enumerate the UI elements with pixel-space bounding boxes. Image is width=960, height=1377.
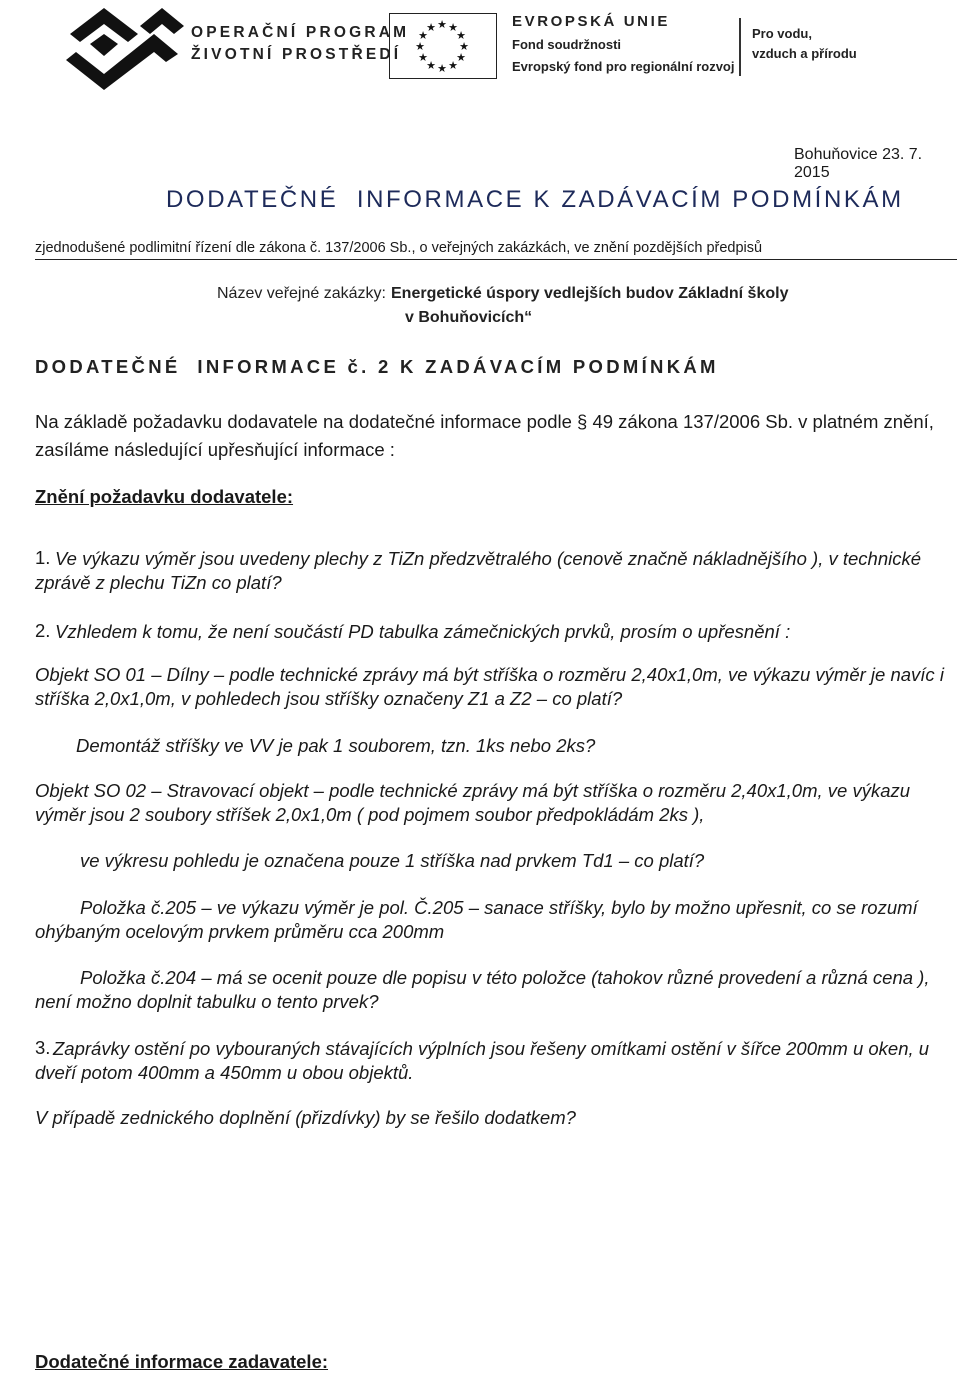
- svg-text:★: ★: [437, 18, 447, 31]
- eu-fund-cohesion: Fond soudržnosti: [512, 37, 622, 52]
- op-zp-logo-icon: [66, 4, 184, 90]
- header-divider: [739, 18, 741, 76]
- item-2-so01: Objekt SO 01 – Dílny – podle technické zprávy má být stříška o rozměru 2,40x1,0m, ve výkazu výměr je navíc i stříška 2,0x1,0m, v pohledech jsou stříšky označeny Z1 a Z2 – co platí?: [35, 664, 944, 709]
- item-3-question: V případě zednického doplnění (přizdívky) by se řešilo dodatkem?: [35, 1107, 576, 1128]
- op-zp-wordmark: [191, 22, 409, 66]
- request-heading: Znění požadavku dodavatele:: [35, 486, 294, 507]
- svg-text:★: ★: [426, 21, 436, 34]
- item-2-demontaz: Demontáž stříšky ve VV je pak 1 souborem, tzn. 1ks nebo 2ks?: [76, 735, 596, 756]
- item-2-polozka-204: Položka č.204 – má se ocenit pouze dle popisu v této položce (tahokov různé provedení a různá cena ), není možno doplnit tabulku o tento prvek?: [35, 967, 930, 1012]
- item-3-text: Zaprávky ostění po vybouraných stávajících výplních jsou řešeny omítkami ostění v šířce 200mm u oken, u dveří potom 400mm a 450mm u obou objektů.: [35, 1038, 930, 1083]
- svg-text:★: ★: [456, 29, 466, 42]
- item-number-2: 2.: [35, 620, 51, 641]
- eu-title: EVROPSKÁ UNIE: [512, 13, 670, 30]
- svg-text:★: ★: [448, 21, 458, 34]
- op-line2: ŽIVOTNÍ PROSTŘEDÍ: [191, 46, 402, 63]
- op-line1: OPERAČNÍ PROGRAM: [191, 24, 410, 41]
- eu-flag: [389, 13, 497, 79]
- item-number-3: 3.: [35, 1037, 51, 1058]
- item-2-so02: Objekt SO 02 – Stravovací objekt – podle technické zprávy má být stříška o rozměru 2,40x1,0m, ve výkazu výměr jsou 2 soubory stříšek 2,0x1,0m ( pod pojmem soubor předpokládám 2ks ),: [35, 780, 911, 825]
- item-2-vykres: ve výkresu pohledu je označena pouze 1 stříška nad prvkem Td1 – co platí?: [80, 850, 705, 871]
- contract-name-line2: v Bohuňovicích“: [405, 309, 533, 326]
- answer-heading: Dodatečné informace zadavatele:: [35, 1351, 329, 1372]
- svg-text:★: ★: [426, 59, 436, 72]
- svg-text:★: ★: [415, 40, 425, 53]
- item-1-text: Ve výkazu výměr jsou uvedeny plechy z TiZn předzvětralého (cenově značně nákladnějšího ), v technické zprávě z plechu TiZn co platí?: [35, 548, 922, 593]
- svg-text:★: ★: [448, 59, 458, 72]
- svg-text:★: ★: [456, 51, 466, 64]
- eu-fund-regional: Evropský fond pro regionální rozvoj: [512, 59, 735, 74]
- document-title: DODATEČNÉ INFORMACE K ZADÁVACÍM PODMÍNKÁM: [166, 186, 904, 213]
- item-2-text: Vzhledem k tomu, že není součástí PD tabulka zámečnických prvků, prosím o upřesnění :: [55, 621, 791, 642]
- slogan-line2: vzduch a přírodu: [752, 46, 857, 61]
- eu-stars-icon: [390, 14, 495, 77]
- procedure-line: zjednodušené podlimitní řízení dle zákona č. 137/2006 Sb., o veřejných zakázkách, ve znění pozdějších předpisů: [35, 240, 763, 256]
- title-rule: [35, 259, 957, 260]
- document-date: Bohuňovice 23. 7. 2015: [794, 146, 923, 181]
- slogan: [752, 24, 857, 64]
- item-number-1: 1.: [35, 547, 51, 568]
- slogan-line1: Pro vodu,: [752, 26, 812, 41]
- svg-text:★: ★: [418, 51, 428, 64]
- contract-name-line1: Energetické úspory vedlejších budov Základní školy: [391, 285, 789, 302]
- svg-text:★: ★: [437, 62, 447, 75]
- svg-text:★: ★: [459, 40, 469, 53]
- svg-text:★: ★: [418, 29, 428, 42]
- item-2-polozka-205: Položka č.205 – ve výkazu výměr je pol. Č.205 – sanace stříšky, bylo by možno upřesnit, co se rozumí ohýbaným ocelovým prvkem průměru cca 200mm: [35, 897, 918, 942]
- contract-label: Název veřejné zakázky:: [217, 285, 386, 302]
- section-title: DODATEČNÉ INFORMACE č. 2 K ZADÁVACÍM PODMÍNKÁM: [35, 356, 719, 377]
- intro-paragraph: Na základě požadavku dodavatele na dodatečné informace podle § 49 zákona 137/2006 Sb. v platném znění, zasíláme následující upřesňující informace :: [35, 411, 934, 460]
